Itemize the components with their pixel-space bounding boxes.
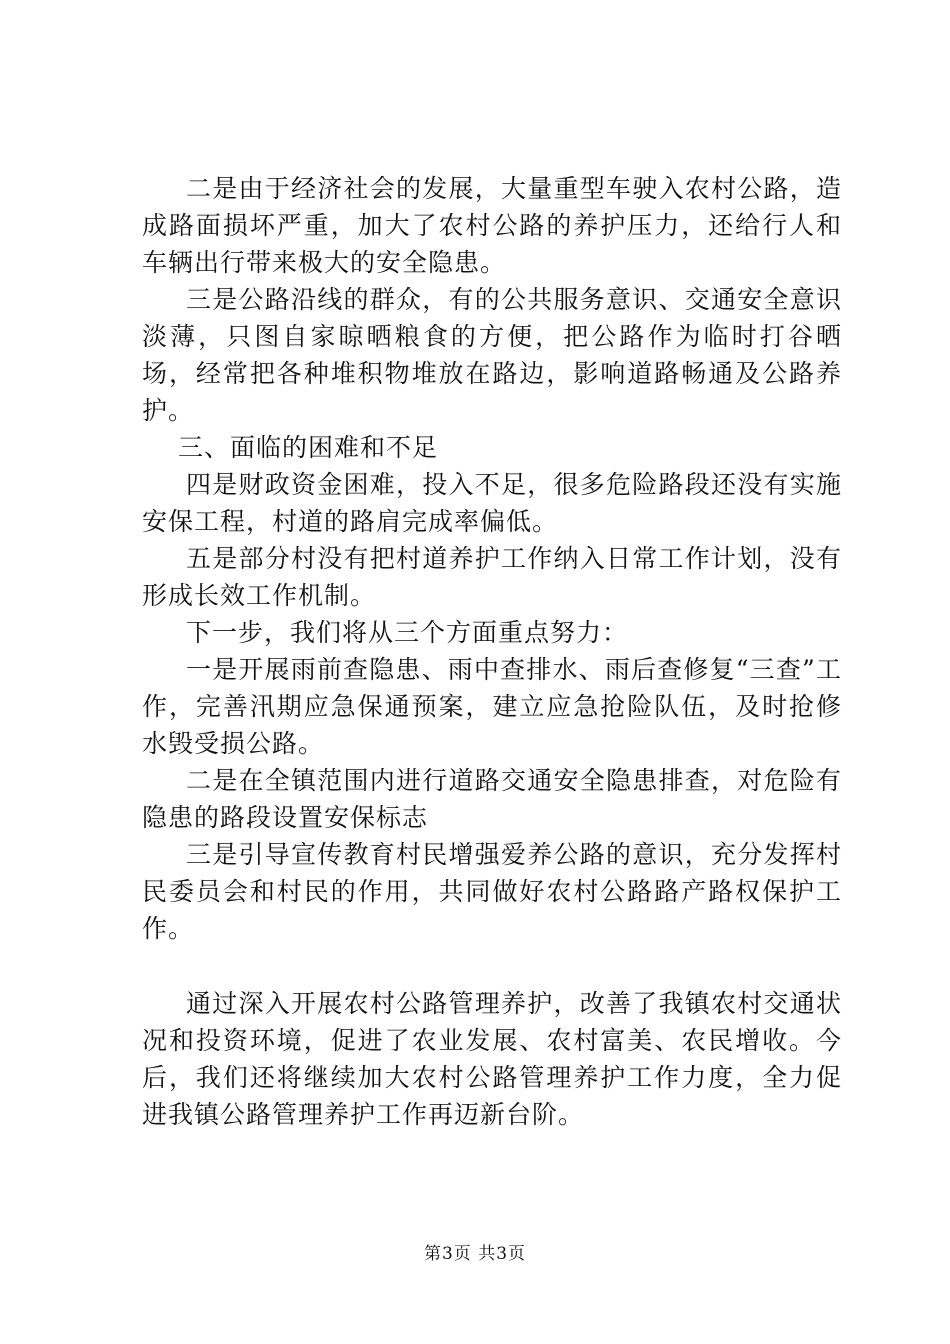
paragraph-roadside-residents: 三是公路沿线的群众，有的公共服务意识、交通安全意识淡薄，只图自家晾晒粮食的方便，把公路作为临时打谷晒场，经常把各种堆积物堆放在路边，影响道路畅通及公路养护。 [142,285,842,425]
paragraph-step-one: 一是开展雨前查隐患、雨中查排水、雨后查修复“三查”工作，完善汛期应急保通预案，建立应急抢险队伍，及时抢修水毁受损公路。 [142,655,842,758]
paragraph-step-three: 三是引导宣传教育村民增强爱养公路的意识，充分发挥村民委员会和村民的作用，共同做好农村公路路产路权保护工作。 [142,840,842,943]
paragraph-next-steps-intro: 下一步，我们将从三个方面重点努力： [186,618,629,647]
paragraph-heavy-vehicles: 二是由于经济社会的发展，大量重型车驶入农村公路，造成路面损坏严重，加大了农村公路的养护压力，还给行人和车辆出行带来极大的安全隐患。 [142,174,842,277]
paragraph-conclusion: 通过深入开展农村公路管理养护，改善了我镇农村交通状况和投资环境，促进了农业发展、农村富美、农民增收。今后，我们还将继续加大农村公路管理养护工作力度，全力促进我镇公路管理养护工作再迈新台阶。 [142,989,842,1129]
document-body [142,170,842,1133]
paragraph-step-two: 二是在全镇范围内进行道路交通安全隐患排查，对危险有隐患的路段设置安保标志 [142,766,842,832]
paragraph-village-plans: 五是部分村没有把村道养护工作纳入日常工作计划，没有形成长效工作机制。 [142,544,842,610]
paragraph-funding: 四是财政资金困难，投入不足，很多危险路段还没有实施安保工程，村道的路肩完成率偏低。 [142,470,842,536]
section-heading-difficulties: 三、面临的困难和不足 [178,433,439,462]
page-number-label: 第3页 共3页 [423,1244,527,1264]
page-footer [0,1242,950,1266]
